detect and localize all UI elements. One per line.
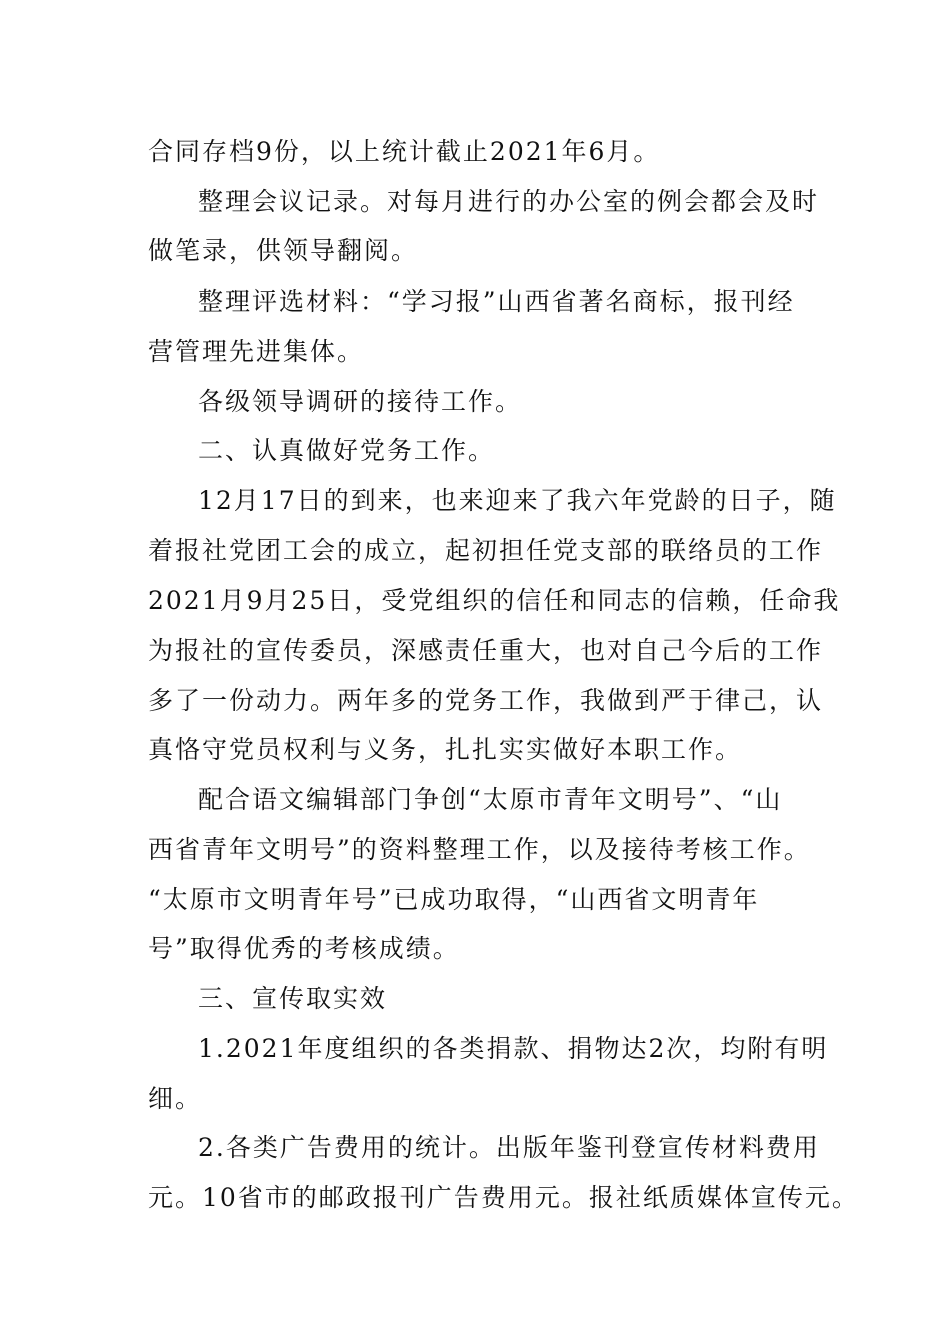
paragraph-advertising-costs: 2.各类广告费用的统计。出版年鉴刊登宣传材料费用 bbox=[198, 1133, 820, 1162]
text-line: 多了一份动力。两年多的党务工作，我做到严于律己，认 bbox=[148, 686, 824, 715]
paragraph-meeting-records: 整理会议记录。对每月进行的办公室的例会都会及时 bbox=[198, 187, 820, 216]
text-line: 2021月9月25日，受党组织的信任和同志的信赖，任命我 bbox=[148, 586, 841, 615]
text-line: 营管理先进集体。 bbox=[148, 337, 365, 366]
text-line: 细。 bbox=[148, 1084, 203, 1113]
text-line: “太原市文明青年号”已成功取得，“山西省文明青年 bbox=[148, 885, 760, 914]
text-line: 真恪守党员权利与义务，扎扎实实做好本职工作。 bbox=[148, 735, 743, 764]
text-line: 做笔录，供领导翻阅。 bbox=[148, 236, 419, 265]
text-line-contract-archive: 合同存档9份，以上统计截止2021年6月。 bbox=[148, 137, 661, 166]
paragraph-reception-work: 各级领导调研的接待工作。 bbox=[198, 387, 523, 416]
text-line: 着报社党团工会的成立，起初担任党支部的联络员的工作 bbox=[148, 536, 824, 565]
text-line: 元。10省市的邮政报刊广告费用元。报社纸质媒体宣传元。 bbox=[148, 1183, 859, 1212]
text-line: 为报社的宣传委员，深感责任重大，也对自己今后的工作 bbox=[148, 636, 824, 665]
paragraph-civilization-title: 配合语文编辑部门争创“太原市青年文明号”、“山 bbox=[198, 785, 783, 814]
paragraph-selection-materials: 整理评选材料：“学习报”山西省著名商标，报刊经 bbox=[198, 287, 795, 316]
paragraph-party-anniversary: 12月17日的到来，也来迎来了我六年党龄的日子，随 bbox=[198, 486, 837, 515]
text-line: 号”取得优秀的考核成绩。 bbox=[148, 934, 460, 963]
section-heading-publicity: 三、宣传取实效 bbox=[198, 984, 388, 1013]
text-line: 西省青年文明号”的资料整理工作，以及接待考核工作。 bbox=[148, 835, 811, 864]
paragraph-donations: 1.2021年度组织的各类捐款、捐物达2次，均附有明 bbox=[198, 1034, 829, 1063]
section-heading-party-work: 二、认真做好党务工作。 bbox=[198, 436, 496, 465]
